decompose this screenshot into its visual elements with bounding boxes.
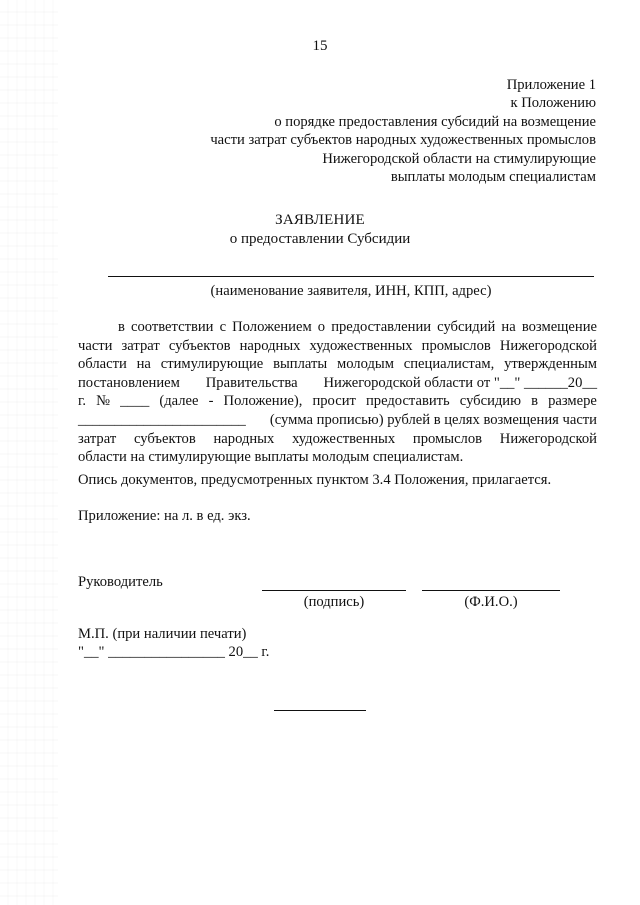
- body-line: [78, 374, 597, 393]
- appendix-line: части затрат субъектов народных художественных промыслов: [210, 132, 596, 149]
- body-line: [78, 318, 597, 337]
- body-word: части: [78, 337, 113, 354]
- body-line: [78, 355, 597, 374]
- body-word: промыслов: [412, 430, 483, 447]
- scan-margin-noise: [0, 0, 58, 905]
- body-word: Положением: [232, 319, 312, 335]
- body-word: народных: [239, 337, 301, 354]
- attachment-paragraph: Приложение: на л. в ед. экз.: [78, 508, 251, 524]
- body-line: [78, 337, 597, 356]
- body-word: выплаты: [273, 356, 328, 373]
- body-word: субъектов: [168, 337, 231, 354]
- body-line: [78, 392, 597, 411]
- body-word: соответствии: [131, 319, 214, 335]
- applicant-caption: (наименование заявителя, ИНН, КПП, адрес): [210, 283, 492, 299]
- body-word: -: [208, 393, 214, 410]
- body-word: субъектов: [133, 430, 196, 447]
- body-word: затрат: [121, 337, 160, 354]
- body-word: молодым: [336, 356, 394, 373]
- body-line: [78, 430, 597, 449]
- applicant-fill-line: [108, 276, 594, 277]
- body-word: о: [317, 319, 326, 335]
- body-word: постановлением: [78, 374, 180, 391]
- body-word: Правительства: [205, 374, 298, 391]
- body-word: на: [136, 356, 151, 373]
- body-word: народных: [213, 430, 275, 447]
- appendix-line: к Положению: [510, 95, 596, 112]
- appendix-line: о порядке предоставления субсидий на возмещение: [274, 113, 596, 130]
- document-subtitle: о предоставлении Субсидии: [229, 231, 411, 247]
- body-word: художественных: [292, 430, 396, 447]
- page-number: 15: [312, 38, 328, 54]
- body-word: (далее: [159, 393, 199, 410]
- appendix-line: выплаты молодым специалистам: [390, 169, 596, 186]
- body-word: №: [96, 393, 111, 410]
- date-line: "__" ________________ 20__ г.: [78, 644, 270, 660]
- body-word: предоставить: [365, 393, 450, 410]
- body-word: области: [78, 356, 127, 373]
- body-line: [78, 448, 597, 467]
- body-word: затрат: [78, 430, 117, 447]
- inventory-paragraph: Опись документов, предусмотренных пунктом 3.4 Положения, прилагается.: [78, 472, 552, 488]
- body-word: утвержденным: [504, 356, 597, 373]
- stamp-label: М.П. (при наличии печати): [78, 626, 247, 642]
- body-word: (сумма прописью) рублей в целях возмещения части: [269, 411, 597, 428]
- signature-line: [262, 590, 406, 591]
- body-word: на: [501, 319, 516, 335]
- body-word: субсидий: [437, 319, 496, 335]
- appendix-line: Приложение 1: [506, 77, 596, 93]
- body-word: просит: [312, 393, 356, 410]
- body-word: предоставлении: [331, 319, 432, 335]
- body-word: в: [118, 319, 125, 335]
- fio-line: [422, 590, 560, 591]
- body-word: с: [219, 319, 227, 335]
- head-label: Руководитель: [78, 574, 163, 590]
- application-body: [78, 318, 597, 467]
- body-word: ____: [120, 393, 150, 410]
- body-word: г.: [78, 393, 86, 410]
- body-word: Нижегородской: [499, 337, 597, 354]
- appendix-line: Нижегородской области на стимулирующие: [322, 150, 596, 167]
- body-word: возмещение: [521, 319, 597, 335]
- body-word: субсидию: [459, 393, 522, 410]
- body-line: [78, 411, 597, 430]
- body-word: размере: [548, 393, 597, 410]
- signature-caption: (подпись): [303, 594, 365, 610]
- body-word: Положение),: [223, 393, 303, 410]
- body-word: в: [531, 393, 539, 410]
- body-word: художественных: [309, 337, 413, 354]
- body-word: специалистам,: [403, 356, 495, 373]
- body-word: Нижегородской области от "__" ______20__: [323, 374, 597, 391]
- body-word: _______________________: [78, 411, 246, 428]
- appendix-header: [136, 76, 596, 186]
- body-word: области на стимулирующие выплаты молодым специалистам.: [78, 449, 464, 466]
- document-title: ЗАЯВЛЕНИЕ: [275, 212, 365, 228]
- body-word: стимулирующие: [160, 356, 264, 373]
- end-rule: [274, 710, 366, 711]
- fio-caption: (Ф.И.О.): [464, 594, 518, 610]
- body-word: Нижегородской: [499, 430, 597, 447]
- body-word: промыслов: [421, 337, 491, 354]
